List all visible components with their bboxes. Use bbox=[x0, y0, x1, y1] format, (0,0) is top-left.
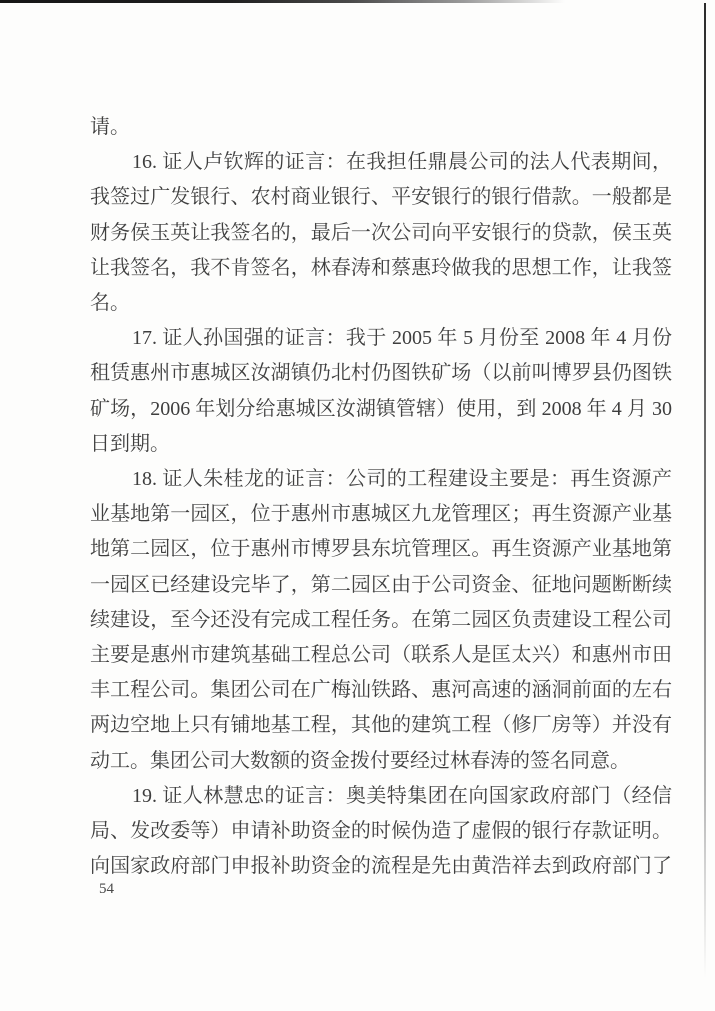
scan-artifact-top-edge bbox=[0, 0, 565, 3]
page-number: 54 bbox=[99, 881, 114, 897]
text-line: 名。 bbox=[90, 292, 130, 315]
text-line: 请。 bbox=[90, 116, 130, 138]
text-line: 主要是惠州市建筑基础工程总公司（联系人是匡太兴）和惠州市田 bbox=[90, 644, 672, 667]
scan-artifact-right-edge bbox=[704, 3, 706, 978]
text-line: 丰工程公司。集团公司在广梅汕铁路、惠河高速的涵洞前面的左右 bbox=[90, 679, 672, 702]
text-line: 两边空地上只有铺地基工程，其他的建筑工程（修厂房等）并没有 bbox=[90, 714, 672, 737]
text-line: 业基地第一园区，位于惠州市惠城区九龙管理区；再生资源产业基 bbox=[90, 503, 672, 526]
text-line: 财务侯玉英让我签名的，最后一次公司向平安银行的贷款，侯玉英 bbox=[90, 221, 672, 244]
text-line: 让我签名，我不肯签名，林春涛和蔡惠玲做我的思想工作，让我签 bbox=[90, 256, 672, 279]
text-line: 地第二园区，位于惠州市博罗县东坑管理区。再生资源产业基地第 bbox=[90, 538, 672, 561]
text-line: 我签过广发银行、农村商业银行、平安银行的银行借款。一般都是 bbox=[90, 186, 672, 209]
text-line: 一园区已经建设完毕了，第二园区由于公司资金、征地问题断断续 bbox=[90, 573, 672, 596]
document-body bbox=[90, 110, 672, 884]
text-line: 动工。集团公司大数额的资金拨付要经过林春涛的签名同意。 bbox=[90, 749, 630, 772]
text-line: 17. 证人孙国强的证言：我于 2005 年 5 月份至 2008 年 4 月份 bbox=[132, 327, 672, 350]
text-line: 向国家政府部门申报补助资金的流程是先由黄浩祥去到政府部门了 bbox=[90, 855, 672, 878]
text-line: 19. 证人林慧忠的证言：奥美特集团在向国家政府部门（经信 bbox=[132, 784, 672, 807]
text-line: 16. 证人卢钦辉的证言：在我担任鼎晨公司的法人代表期间， bbox=[132, 151, 672, 174]
text-line: 续建设，至今还没有完成工程任务。在第二园区负责建设工程公司 bbox=[90, 608, 672, 631]
text-line: 18. 证人朱桂龙的证言：公司的工程建设主要是：再生资源产 bbox=[132, 468, 672, 491]
text-line: 日到期。 bbox=[90, 432, 170, 455]
text-line: 租赁惠州市惠城区汝湖镇仍北村仍图铁矿场（以前叫博罗县仍图铁 bbox=[90, 362, 672, 385]
text-line: 局、发改委等）申请补助资金的时候伪造了虚假的银行存款证明。 bbox=[90, 820, 672, 843]
text-line: 矿场，2006 年划分给惠城区汝湖镇管辖）使用，到 2008 年 4 月 30 bbox=[90, 397, 672, 420]
